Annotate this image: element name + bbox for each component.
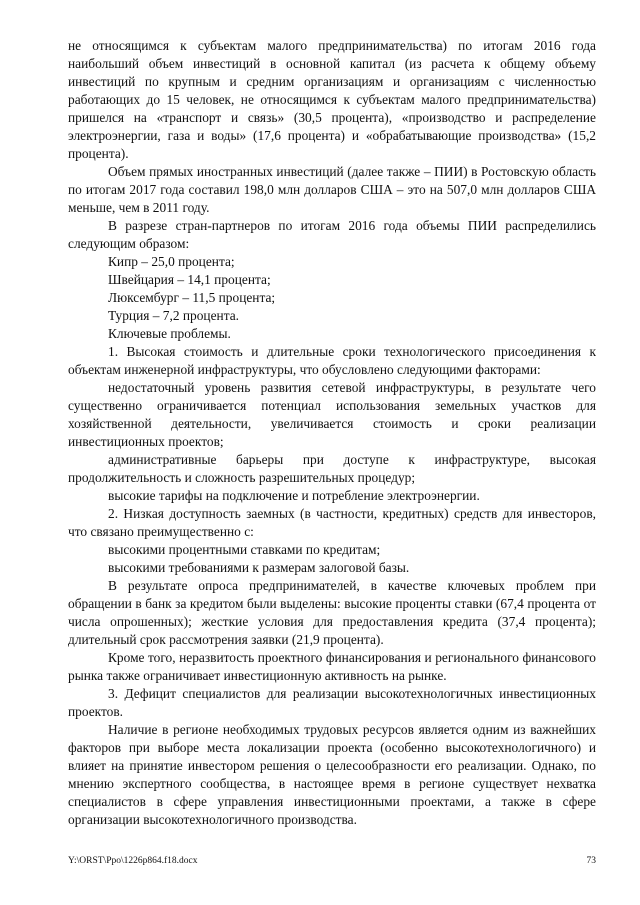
paragraph-problem-2: 2. Низкая доступность заемных (в частности, кредитных) средств для инвесторов, что связано преимущественно с: [68, 506, 596, 539]
paragraph-problem-1: 1. Высокая стоимость и длительные сроки технологического присоединения к объектам инженерной инфраструктуры, что обусловлено следующими факторами: [68, 344, 596, 377]
paragraph-problem-3: 3. Дефицит специалистов для реализации высокотехнологичных инвестиционных проектов. [68, 686, 596, 719]
file-path: Y:\ORST\Ppo\1226p864.f18.docx [68, 856, 198, 866]
page-number: 73 [586, 856, 596, 866]
list-item-turkey: Турция – 7,2 процента. [108, 308, 240, 323]
paragraph-9: административные барьеры при доступе к инфраструктуре, высокая продолжительность и сложность разрешительных процедур; [68, 452, 596, 485]
page-footer [68, 854, 596, 868]
paragraph-17: Наличие в регионе необходимых трудовых ресурсов является одним из важнейших факторов при выборе места локализации проекта (особенно высокотехнологичного) и влияет на принятие инвестором решения о целесообразности его реализации. Однако, по мнению экспертного сообщества, в настоящее время в регионе существует нехватка специалистов в сфере управления инвестиционными проектами, а также в сфере организации высокотехнологичного производства. [68, 722, 596, 827]
paragraph-15: Кроме того, неразвитость проектного финансирования и регионального финансового рынка также ограничивает инвестиционную активность на рынке. [68, 650, 596, 683]
body-text [68, 37, 596, 829]
section-heading-key-problems: Ключевые проблемы. [108, 326, 231, 341]
paragraph-8: недостаточный уровень развития сетевой инфраструктуры, в результате чего существенно ограничивается потенциал использования земельных участков для хозяйственной деятельности, увеличивается стоимость и сроки реализации инвестиционных проектов; [68, 380, 596, 449]
paragraph-10: высокие тарифы на подключение и потребление электроэнергии. [108, 488, 480, 503]
list-item-switzerland: Швейцария – 14,1 процента; [108, 272, 271, 287]
paragraph-14: В результате опроса предпринимателей, в качестве ключевых проблем при обращении в банк за кредитом были выделены: высокие проценты ставки (67,4 процента от числа опрошенных); жесткие условия для предоставления кредита (37,4 процента); длительный срок рассмотрения заявки (21,9 процента). [68, 578, 596, 647]
paragraph-2: В разрезе стран-партнеров по итогам 2016 года объемы ПИИ распределились следующим образом: [68, 218, 596, 251]
list-item-cyprus: Кипр – 25,0 процента; [108, 254, 235, 269]
list-item-luxembourg: Люксембург – 11,5 процента; [108, 290, 276, 305]
paragraph-13: высокими требованиями к размерам залоговой базы. [108, 560, 410, 575]
paragraph-1: Объем прямых иностранных инвестиций (далее также – ПИИ) в Ростовскую область по итогам 2017 года составил 198,0 млн долларов США – это на 507,0 млн долларов США меньше, чем в 2011 году. [68, 164, 596, 215]
paragraph-12: высокими процентными ставками по кредитам; [108, 542, 381, 557]
paragraph-0: не относящимся к субъектам малого предпринимательства) по итогам 2016 года наибольший объем инвестиций в основной капитал (из расчета к общему объему инвестиций по крупным и средним организациям и организациям с численностью работающих до 15 человек, не относящимся к субъектам малого предпринимательства) пришелся на «транспорт и связь» (30,5 процента), «производство и распределение электроэнергии, газа и воды» (17,6 процента) и «обрабатывающие производства» (15,2 процента). [68, 38, 596, 161]
